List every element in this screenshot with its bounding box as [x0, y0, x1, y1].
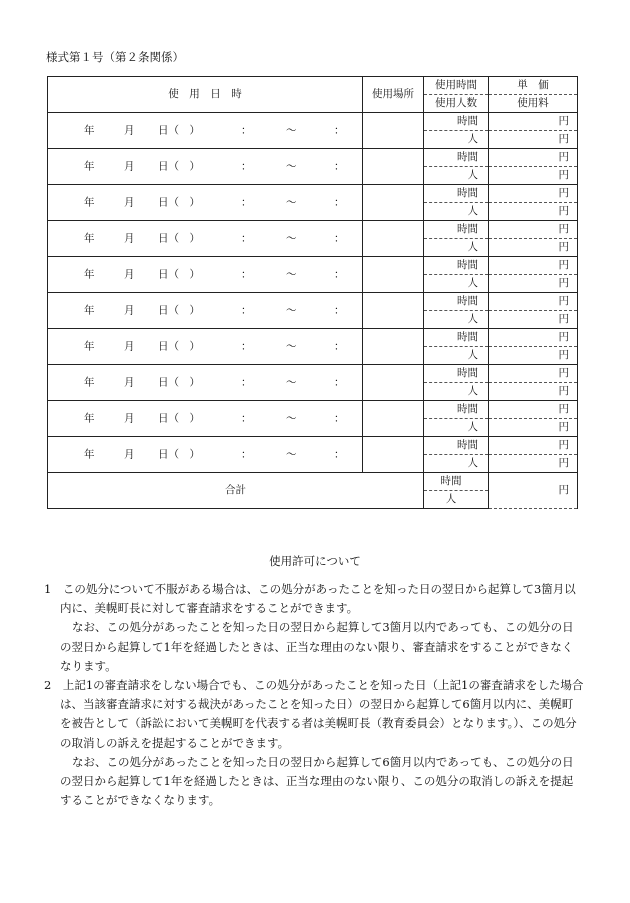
hours-cell[interactable]: 時間 — [424, 401, 489, 419]
datetime-tilde: ～ — [286, 268, 297, 280]
datetime-tilde: ～ — [286, 160, 297, 172]
datetime-day: 日（ ） — [158, 196, 200, 208]
people-cell[interactable]: 人 — [424, 131, 489, 149]
note-item: 1 この処分について不服がある場合は、この処分があったことを知った日の翌日から起算して3箇月以内に、美幌町長に対して審査請求をすることができます。 — [44, 582, 576, 616]
usage-row — [48, 365, 578, 383]
usage-row — [48, 185, 578, 203]
hours-cell[interactable]: 時間 — [424, 149, 489, 167]
place-cell[interactable] — [363, 257, 424, 293]
place-cell[interactable] — [363, 365, 424, 401]
datetime-colon1: ： — [241, 448, 252, 460]
datetime-cell[interactable] — [48, 437, 363, 473]
datetime-colon1: ： — [241, 340, 252, 352]
people-cell[interactable]: 人 — [424, 239, 489, 257]
hours-cell[interactable]: 時間 — [424, 365, 489, 383]
place-cell[interactable] — [363, 185, 424, 221]
datetime-year: 年 — [84, 124, 95, 136]
usage-row — [48, 113, 578, 131]
usage-row — [48, 329, 578, 347]
place-cell[interactable] — [363, 329, 424, 365]
unit-price-cell[interactable]: 円 — [489, 149, 578, 167]
datetime-cell[interactable] — [48, 365, 363, 401]
fee-cell[interactable]: 円 — [489, 347, 578, 365]
datetime-month: 月 — [124, 232, 135, 244]
datetime-month: 月 — [124, 448, 135, 460]
datetime-cell[interactable] — [48, 329, 363, 365]
hours-cell[interactable]: 時間 — [424, 437, 489, 455]
datetime-tilde: ～ — [286, 376, 297, 388]
place-cell[interactable] — [363, 437, 424, 473]
datetime-cell[interactable] — [48, 221, 363, 257]
datetime-month: 月 — [124, 124, 135, 136]
datetime-year: 年 — [84, 340, 95, 352]
total-hours-cell[interactable]: 時間 — [424, 473, 489, 491]
datetime-year: 年 — [84, 412, 95, 424]
people-cell[interactable]: 人 — [424, 203, 489, 221]
datetime-year: 年 — [84, 448, 95, 460]
datetime-day: 日（ ） — [158, 304, 200, 316]
usage-table — [47, 76, 578, 509]
datetime-tilde: ～ — [286, 412, 297, 424]
datetime-month: 月 — [124, 160, 135, 172]
datetime-day: 日（ ） — [158, 124, 200, 136]
header-row — [48, 77, 578, 95]
datetime-year: 年 — [84, 160, 95, 172]
people-cell[interactable]: 人 — [424, 311, 489, 329]
datetime-colon1: ： — [241, 412, 252, 424]
note-item: 2 上記1の審査請求をしない場合でも、この処分があったことを知った日（上記1の審査請求をした場合は、当該審査請求に対する裁決があったことを知った日）の翌日から起算して6箇月以内に、美幌町を被告として（訴訟において美幌町を代表する者は美幌町長（教育委員会）となります。）、この処分の取消しの訴えを提起することができます。 — [44, 678, 584, 750]
usage-row — [48, 293, 578, 311]
people-cell[interactable]: 人 — [424, 275, 489, 293]
datetime-cell[interactable] — [48, 257, 363, 293]
datetime-colon2: ： — [334, 340, 345, 352]
fee-cell[interactable]: 円 — [489, 455, 578, 473]
note-para: なお、この処分があったことを知った日の翌日から起算して3箇月以内であっても、この処分の日の翌日から起算して1年を経過したときは、正当な理由のない限り、審査請求をすることができなくなります。 — [60, 620, 574, 673]
header-place: 使用場所 — [363, 77, 424, 113]
header-datetime: 使 用 日 時 — [48, 77, 363, 113]
unit-price-cell[interactable]: 円 — [489, 365, 578, 383]
form-title: 様式第１号（第２条関係） — [46, 50, 184, 64]
unit-price-cell[interactable]: 円 — [489, 221, 578, 239]
datetime-year: 年 — [84, 268, 95, 280]
header-unit-price: 単 価 — [489, 77, 578, 95]
datetime-colon2: ： — [334, 268, 345, 280]
unit-price-cell[interactable]: 円 — [489, 113, 578, 131]
datetime-cell[interactable] — [48, 149, 363, 185]
notes — [44, 580, 584, 810]
datetime-colon2: ： — [334, 412, 345, 424]
place-cell[interactable] — [363, 149, 424, 185]
datetime-colon1: ： — [241, 268, 252, 280]
datetime-day: 日（ ） — [158, 376, 200, 388]
datetime-tilde: ～ — [286, 448, 297, 460]
datetime-month: 月 — [124, 340, 135, 352]
fee-cell[interactable]: 円 — [489, 203, 578, 221]
datetime-colon1: ： — [241, 160, 252, 172]
datetime-colon1: ： — [241, 232, 252, 244]
datetime-cell[interactable] — [48, 185, 363, 221]
datetime-cell[interactable] — [48, 113, 363, 149]
datetime-tilde: ～ — [286, 232, 297, 244]
unit-price-cell[interactable]: 円 — [489, 257, 578, 275]
datetime-cell[interactable] — [48, 293, 363, 329]
datetime-year: 年 — [84, 376, 95, 388]
datetime-month: 月 — [124, 304, 135, 316]
fee-cell[interactable]: 円 — [489, 167, 578, 185]
unit-price-cell[interactable]: 円 — [489, 293, 578, 311]
unit-price-cell[interactable]: 円 — [489, 437, 578, 455]
total-people-cell[interactable]: 人 — [424, 491, 489, 509]
fee-cell[interactable]: 円 — [489, 311, 578, 329]
datetime-colon1: ： — [241, 196, 252, 208]
section-title: 使用許可について — [269, 554, 361, 568]
people-cell[interactable]: 人 — [424, 347, 489, 365]
datetime-colon2: ： — [334, 124, 345, 136]
datetime-day: 日（ ） — [158, 412, 200, 424]
unit-price-cell[interactable]: 円 — [489, 185, 578, 203]
unit-price-cell[interactable]: 円 — [489, 401, 578, 419]
place-cell[interactable] — [363, 221, 424, 257]
total-label: 合計 — [48, 473, 424, 509]
datetime-colon2: ： — [334, 304, 345, 316]
datetime-day: 日（ ） — [158, 160, 200, 172]
unit-price-cell[interactable]: 円 — [489, 329, 578, 347]
datetime-day: 日（ ） — [158, 232, 200, 244]
datetime-month: 月 — [124, 412, 135, 424]
header-hours: 使用時間 — [424, 77, 489, 95]
hours-cell[interactable]: 時間 — [424, 257, 489, 275]
people-cell[interactable]: 人 — [424, 383, 489, 401]
usage-row — [48, 257, 578, 275]
datetime-tilde: ～ — [286, 304, 297, 316]
fee-cell[interactable]: 円 — [489, 383, 578, 401]
datetime-colon2: ： — [334, 448, 345, 460]
datetime-colon1: ： — [241, 376, 252, 388]
datetime-tilde: ～ — [286, 124, 297, 136]
datetime-year: 年 — [84, 232, 95, 244]
fee-cell[interactable]: 円 — [489, 131, 578, 149]
usage-row — [48, 437, 578, 455]
datetime-month: 月 — [124, 196, 135, 208]
hours-cell[interactable]: 時間 — [424, 221, 489, 239]
fee-cell[interactable]: 円 — [489, 239, 578, 257]
datetime-colon2: ： — [334, 160, 345, 172]
people-cell[interactable]: 人 — [424, 455, 489, 473]
total-row — [48, 473, 578, 491]
datetime-colon2: ： — [334, 232, 345, 244]
place-cell[interactable] — [363, 113, 424, 149]
datetime-year: 年 — [84, 196, 95, 208]
datetime-tilde: ～ — [286, 196, 297, 208]
datetime-day: 日（ ） — [158, 340, 200, 352]
header-fee: 使用料 — [489, 95, 578, 113]
datetime-colon1: ： — [241, 124, 252, 136]
datetime-colon2: ： — [334, 376, 345, 388]
datetime-colon1: ： — [241, 304, 252, 316]
hours-cell[interactable]: 時間 — [424, 113, 489, 131]
place-cell[interactable] — [363, 293, 424, 329]
note-para: なお、この処分があったことを知った日の翌日から起算して6箇月以内であっても、この処分の日の翌日から起算して1年を経過したときは、正当な理由のない限り、この処分の取消しの訴えを提起することができなくなります。 — [60, 754, 574, 808]
datetime-month: 月 — [124, 376, 135, 388]
hours-cell[interactable]: 時間 — [424, 185, 489, 203]
place-cell[interactable] — [363, 401, 424, 437]
datetime-year: 年 — [84, 304, 95, 316]
fee-cell[interactable]: 円 — [489, 419, 578, 437]
usage-row — [48, 401, 578, 419]
datetime-colon2: ： — [334, 196, 345, 208]
header-people: 使用人数 — [424, 95, 489, 113]
datetime-day: 日（ ） — [158, 268, 200, 280]
datetime-day: 日（ ） — [158, 448, 200, 460]
people-cell[interactable]: 人 — [424, 419, 489, 437]
fee-cell[interactable]: 円 — [489, 275, 578, 293]
hours-cell[interactable]: 時間 — [424, 329, 489, 347]
datetime-month: 月 — [124, 268, 135, 280]
total-fee-cell[interactable]: 円 — [489, 473, 578, 509]
datetime-tilde: ～ — [286, 340, 297, 352]
people-cell[interactable]: 人 — [424, 167, 489, 185]
usage-row — [48, 149, 578, 167]
usage-row — [48, 221, 578, 239]
datetime-cell[interactable] — [48, 401, 363, 437]
hours-cell[interactable]: 時間 — [424, 293, 489, 311]
